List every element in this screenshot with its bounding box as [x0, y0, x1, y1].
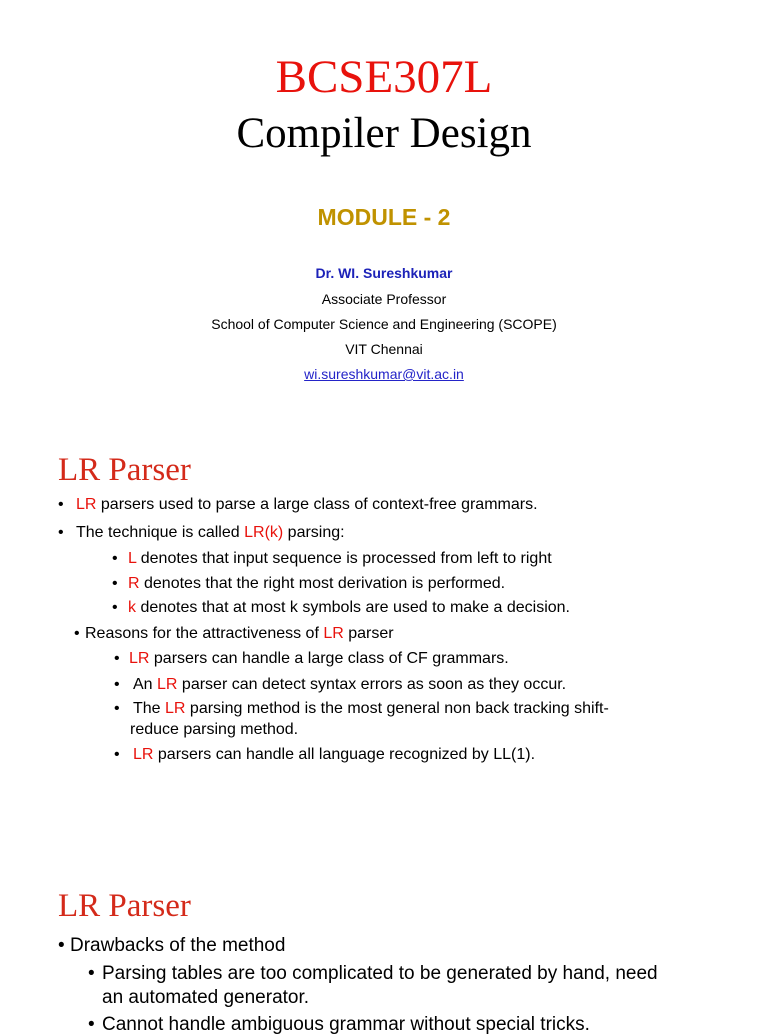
- author-email-link[interactable]: wi.sureshkumar@vit.ac.in: [304, 366, 464, 382]
- course-code: BCSE307L: [275, 51, 493, 103]
- sub-bullet-continuation: an automated generator.: [102, 987, 310, 1008]
- sub-bullet-continuation: reduce parsing method.: [130, 721, 299, 738]
- slide3-title: LR Parser: [58, 888, 191, 924]
- sub-bullet-item: • LR parsers can handle all language recognized by LL(1).: [114, 746, 536, 763]
- sub-bullet-item: • L denotes that input sequence is processed from left to right: [112, 550, 552, 567]
- bullet-item: • LR parsers used to parse a large class of context-free grammars.: [58, 496, 538, 513]
- bullet-item: • Reasons for the attractiveness of LR parser: [74, 625, 394, 642]
- sub-bullet-item: • k denotes that at most k symbols are used to make a decision.: [112, 599, 570, 616]
- author-name: Dr. WI. Sureshkumar: [315, 265, 453, 281]
- bullet-item: • The technique is called LR(k) parsing:: [58, 524, 345, 541]
- course-title: Compiler Design: [236, 110, 532, 157]
- sub-bullet-item: • R denotes that the right most derivation is performed.: [112, 575, 506, 592]
- sub-bullet-item: • An LR parser can detect syntax errors as soon as they occur.: [114, 676, 567, 693]
- sub-bullet-item: • LR parsers can handle a large class of CF grammars.: [114, 650, 509, 667]
- author-designation: Associate Professor: [321, 291, 447, 307]
- sub-bullet-item: • The LR parsing method is the most general non back tracking shift-: [114, 700, 609, 717]
- bullet-item: • Drawbacks of the method: [58, 935, 286, 956]
- author-school: School of Computer Science and Engineering (SCOPE): [211, 316, 557, 332]
- slide2-title: LR Parser: [58, 452, 191, 488]
- author-campus: VIT Chennai: [345, 341, 423, 357]
- sub-bullet-item: • Parsing tables are too complicated to be generated by hand, need: [88, 963, 658, 984]
- module-label: MODULE - 2: [317, 204, 451, 230]
- sub-bullet-item: • Cannot handle ambiguous grammar without special tricks.: [88, 1014, 590, 1035]
